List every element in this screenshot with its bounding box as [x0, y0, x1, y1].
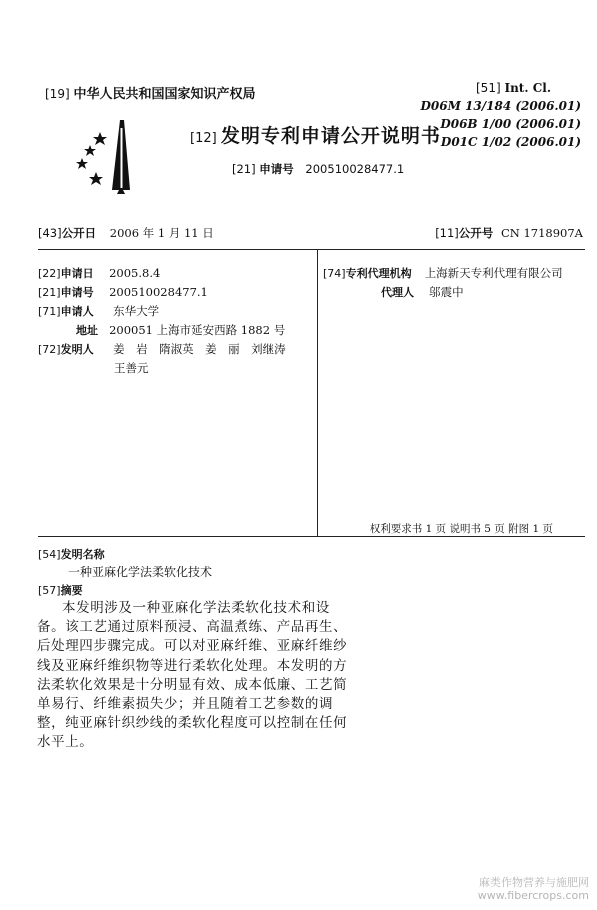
office-line: [45, 83, 255, 102]
int-cl-label: Int. Cl.: [504, 81, 551, 95]
int-cl-class: D06B 1/00 (2006.01): [440, 117, 581, 131]
office-code: [19]: [45, 87, 70, 101]
agent-label: 代理人: [381, 286, 414, 299]
watermark: [478, 876, 589, 902]
office-name: 中华人民共和国国家知识产权局: [73, 87, 256, 102]
abstract-line: 法柔软化效果是十分明显有效、成本低廉、工艺简: [37, 676, 348, 693]
int-cl-block: [420, 81, 581, 149]
abstract-line: 本发明涉及一种亚麻化学法柔软化技术和设: [62, 600, 330, 616]
field-code: [22]: [38, 267, 61, 280]
watermark-line: 麻类作物营养与施肥网: [479, 876, 589, 889]
field-row: [38, 357, 286, 376]
agency-line: [323, 262, 563, 281]
publication-date-line: [38, 225, 214, 241]
field-code: [72]: [38, 343, 61, 356]
field-label: 发明人: [60, 343, 94, 356]
field-label: 申请人: [60, 305, 94, 318]
doc-type-line: [190, 121, 441, 148]
abstract-code: [57]: [38, 584, 61, 597]
invention-title-heading: [38, 546, 105, 562]
abstract-line: 线及亚麻纤维织物等进行柔软化处理。本发明的方: [37, 657, 348, 674]
app-no-value: 200510028477.1: [305, 162, 405, 176]
doc-type-code: [12]: [190, 131, 217, 146]
doc-type-title: 发明专利申请公开说明书: [220, 125, 441, 147]
pubdate-label: 公开日: [61, 226, 97, 240]
abstract-heading: [38, 582, 83, 598]
agent-value: 邬震中: [429, 285, 464, 299]
int-cl-class: D06M 13/184 (2006.01): [420, 99, 581, 113]
agent-line: [381, 281, 464, 300]
field-label: 申请日: [60, 267, 94, 280]
field-row: [38, 338, 286, 357]
invention-title: 一种亚麻化学法柔软化技术: [68, 565, 213, 579]
pubno-value: CN 1718907A: [500, 226, 583, 240]
int-cl-code: [51]: [476, 81, 501, 95]
pubdate-value: 2006 年 1 月 11 日: [109, 226, 214, 240]
left-fields: [38, 262, 286, 376]
field-code: [21]: [38, 286, 61, 299]
int-cl-class: D01C 1/02 (2006.01): [440, 135, 581, 149]
address-value: 200051 上海市延安西路 1882 号: [109, 323, 286, 337]
publication-number-line: [435, 225, 583, 241]
field-label: 申请号: [60, 286, 94, 299]
page-count-summary: 权利要求书 1 页 说明书 5 页 附图 1 页: [369, 523, 553, 535]
title-label: 发明名称: [60, 548, 105, 561]
field-label: 地址: [76, 324, 98, 337]
field-row: [38, 281, 286, 300]
title-code: [54]: [38, 548, 61, 561]
abstract-line: 整，纯亚麻针织纱线的柔软化程度可以控制在任何: [37, 715, 348, 732]
agency-label: 专利代理机构: [345, 267, 412, 280]
agency-value: 上海新天专利代理有限公司: [424, 266, 563, 280]
field-code: [71]: [38, 305, 61, 318]
watermark-line: www.fibercrops.com: [477, 889, 589, 902]
app-no-label: 申请号: [259, 162, 294, 176]
filing-date-value: 2005.8.4: [109, 266, 161, 280]
office-emblem-logo: [72, 118, 142, 196]
abstract-label: 摘要: [60, 584, 83, 597]
bottom-rule: [38, 536, 585, 537]
application-number-line: [232, 161, 404, 177]
abstract-line: 单易行、纤维素损失少；并且随着工艺参数的调: [37, 696, 334, 713]
field-row: [38, 319, 286, 338]
abstract-line: 水平上。: [37, 734, 94, 751]
abstract-line: 备。该工艺通过原料预浸、高温煮练、产品再生、: [37, 619, 348, 636]
app-no-code: [21]: [232, 162, 256, 176]
application-number-value: 200510028477.1: [109, 285, 208, 299]
abstract-line: 后处理四步骤完成。可以对亚麻纤维、亚麻纤维纱: [37, 638, 348, 655]
abstract-body: [37, 599, 348, 753]
pubno-label: 公开号: [458, 226, 494, 240]
column-divider: [317, 250, 318, 536]
pubdate-code: [43]: [38, 226, 62, 240]
field-row: [38, 262, 286, 281]
inventors-value: 姜 岩 隋淑英 姜 丽 刘继涛: [113, 342, 286, 356]
pubno-code: [11]: [435, 226, 459, 240]
applicant-value: 东华大学: [113, 304, 160, 318]
inventors-value-line2: 王善元: [114, 361, 149, 375]
field-row: [38, 300, 286, 319]
agency-code: [74]: [323, 267, 346, 280]
top-rule: [38, 249, 585, 250]
